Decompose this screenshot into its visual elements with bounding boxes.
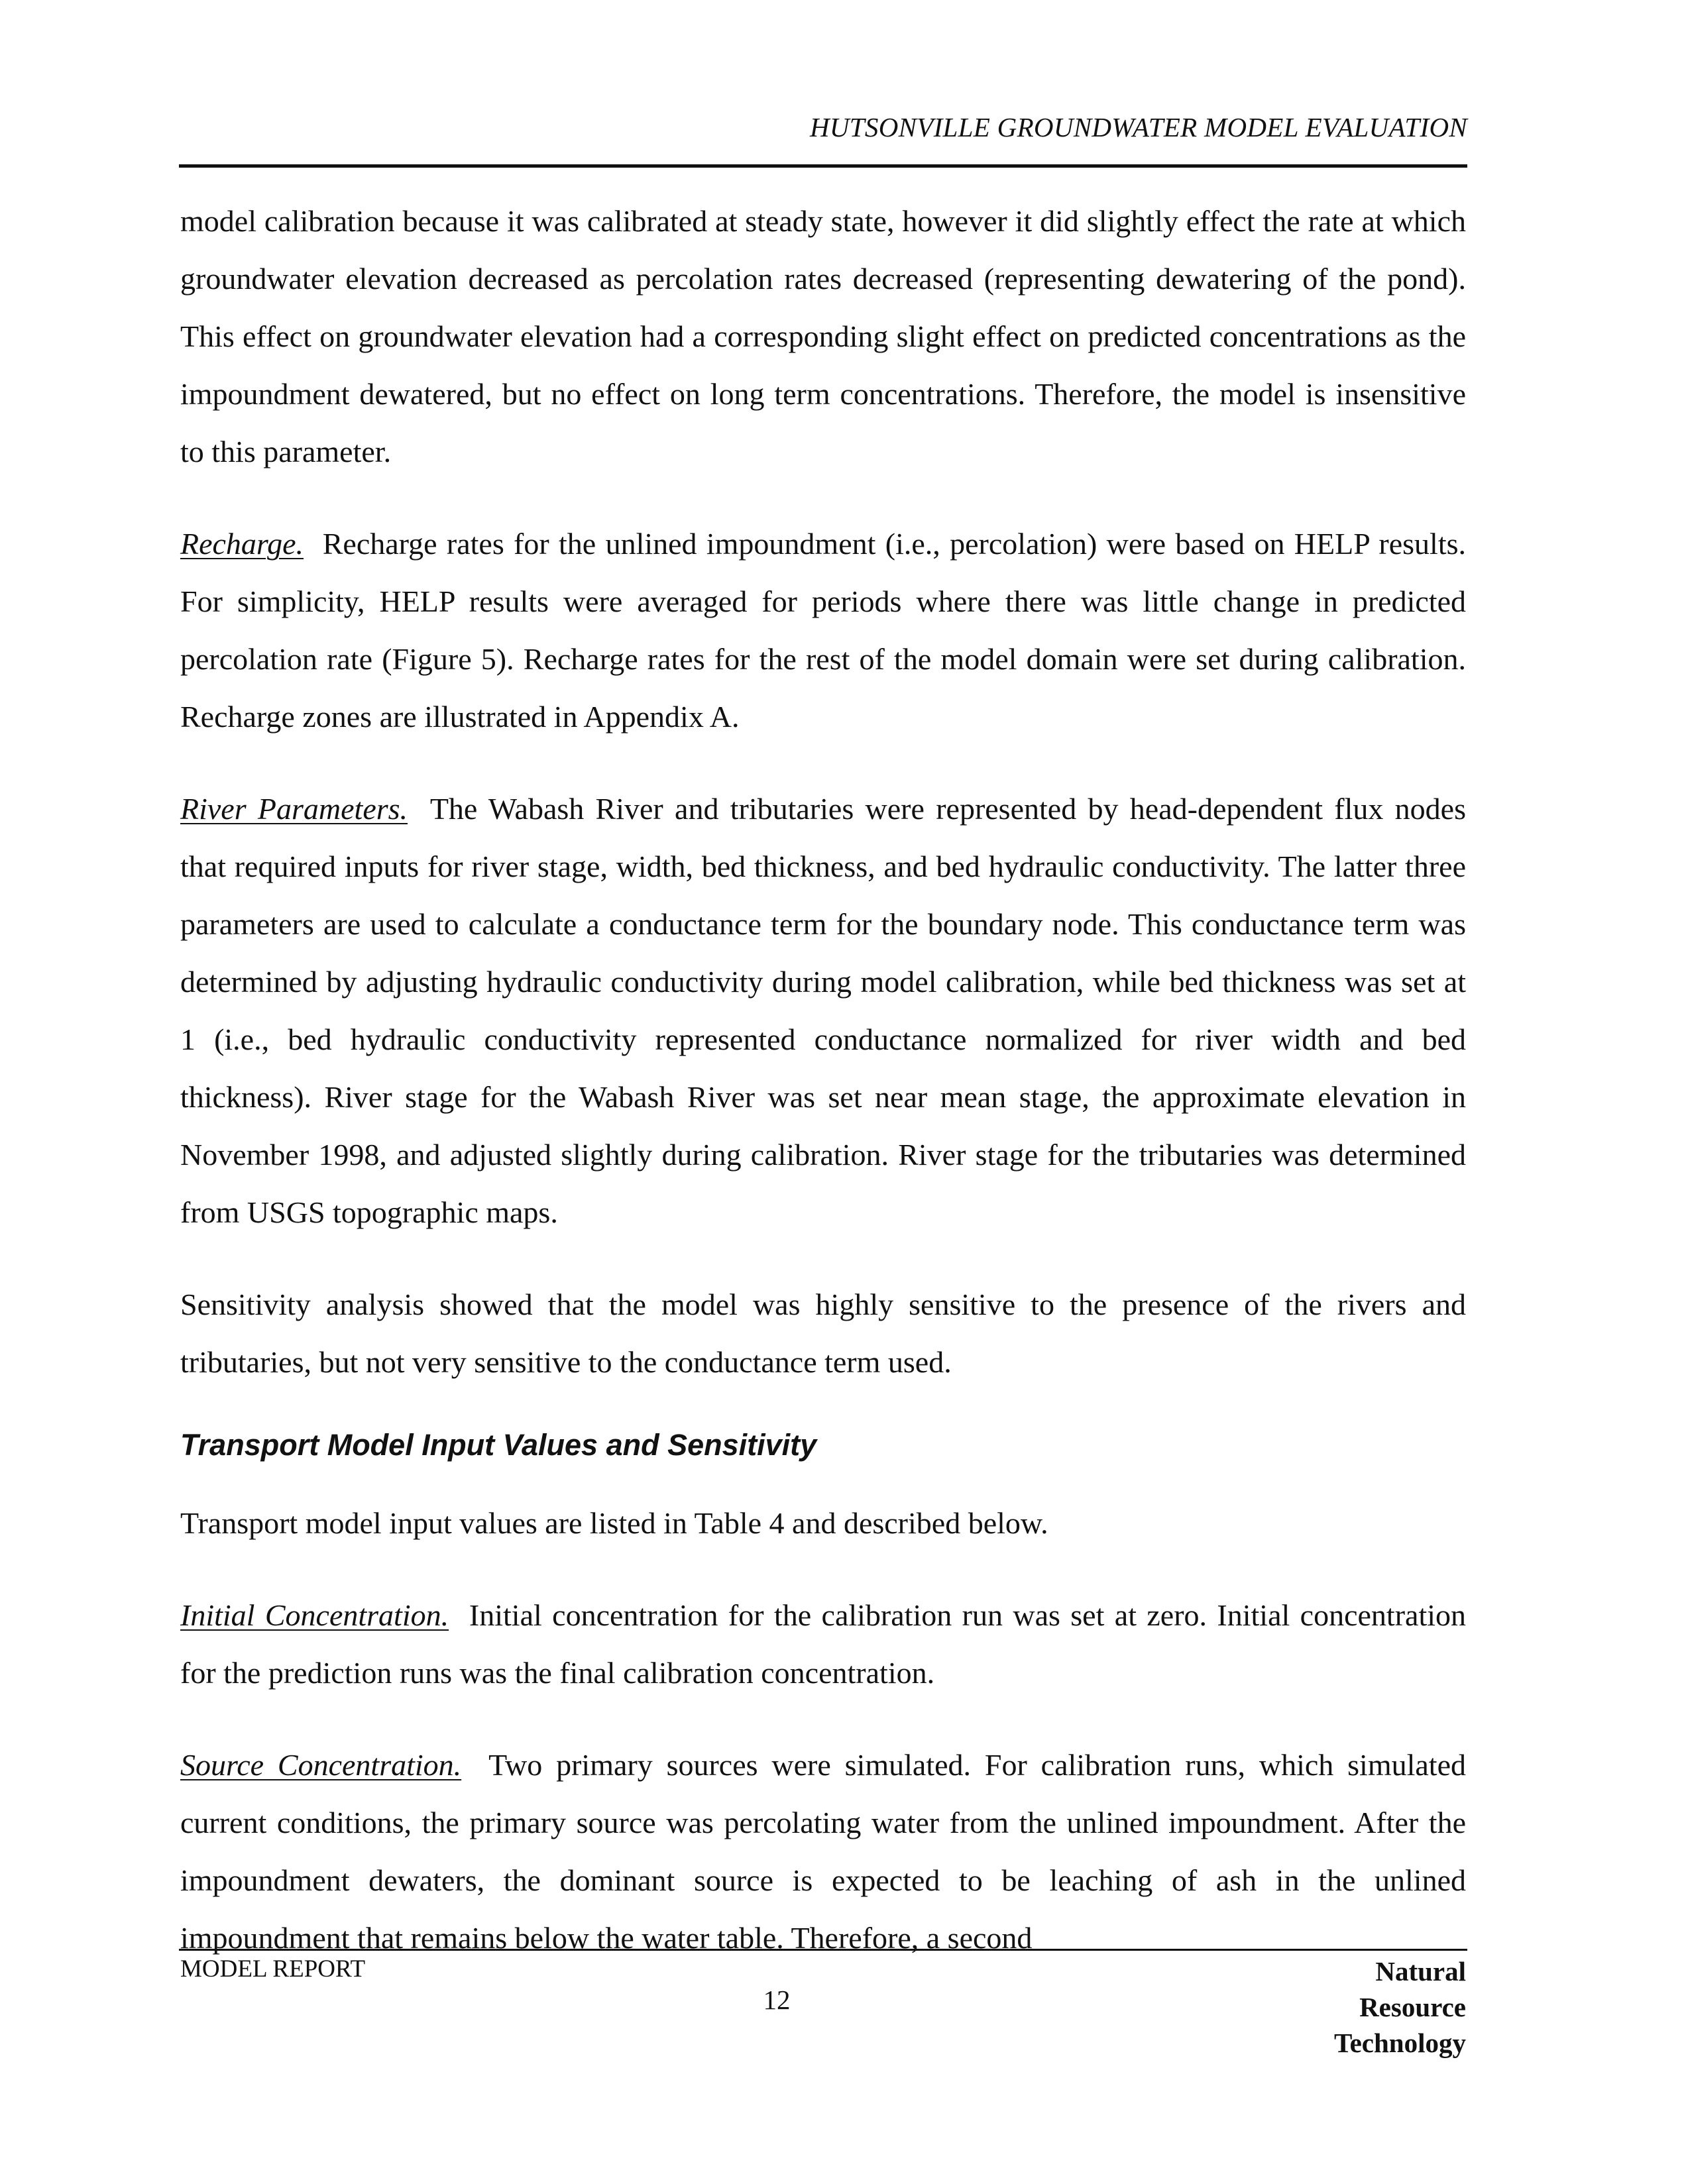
- source-concentration-lead: Source Concentration.: [180, 1748, 462, 1782]
- footer-report-label: MODEL REPORT: [180, 1955, 366, 1983]
- paragraph-source-concentration: [180, 1736, 1466, 1967]
- footer-brand-line-2: Resource: [1359, 1992, 1466, 2022]
- header-rule: [179, 164, 1467, 168]
- section-heading-transport: Transport Model Input Values and Sensitivity: [180, 1428, 817, 1462]
- paragraph-sensitivity: Sensitivity analysis showed that the model was highly sensitive to the presence of the rivers and tributaries, but not very sensitive to the conductance term used.: [180, 1287, 1466, 1379]
- paragraph-recharge: [180, 515, 1466, 745]
- initial-concentration-text: Initial concentration for the calibration run was set at zero. Initial concentration for the prediction runs was the final calibration concentration.: [180, 1598, 1467, 1690]
- page-number: 12: [763, 1985, 791, 2015]
- recharge-text: Recharge rates for the unlined impoundment (i.e., percolation) were based on HELP results. For simplicity, HELP results were averaged for periods where there was little change in predicted percolation rate (Figure 5). Recharge rates for the rest of the model domain were set during calibration. Recharge zones are illustrated in Appendix A.: [180, 527, 1467, 734]
- footer-rule: [179, 1949, 1467, 1951]
- page-body: [180, 192, 1466, 2001]
- paragraph-river-parameters: [180, 780, 1466, 1241]
- paragraph-initial-concentration: [180, 1586, 1466, 1702]
- initial-concentration-lead: Initial Concentration.: [180, 1598, 449, 1632]
- footer-brand-line-3: Technology: [1334, 2028, 1466, 2058]
- footer-brand-line-1: Natural: [1375, 1956, 1466, 1987]
- river-parameters-lead: River Parameters.: [180, 792, 408, 826]
- footer-brand: [1334, 1953, 1466, 2061]
- source-concentration-text: Two primary sources were simulated. For calibration runs, which simulated current conditions, the primary source was percolating water from the unlined impoundment. After the impoundment dewaters, the dominant source is expected to be leaching of ash in the unlined impoundment that remains below the water table. Therefore, a second: [180, 1748, 1466, 1955]
- recharge-lead: Recharge.: [180, 527, 304, 561]
- paragraph-calibration: model calibration because it was calibrated at steady state, however it did slightly effect the rate at which groundwater elevation decreased as percolation rates decreased (representing dewatering of the pond). This effect on groundwater elevation had a corresponding slight effect on predicted concentrations as the impoundment dewatered, but no effect on long term concentrations. Therefore, the model is insensitive to this parameter.: [180, 204, 1466, 468]
- river-parameters-text: The Wabash River and tributaries were represented by head-dependent flux nodes that required inputs for river stage, width, bed thickness, and bed hydraulic conductivity. The latter three parameters are used to calculate a conductance term for the boundary node. This conductance term was determined by adjusting hydraulic conductivity during model calibration, while bed thickness was set at 1 (i.e., bed hydraulic conductivity represented conductance normalized for river width and bed thickness). River stage for the Wabash River was set near mean stage, the approximate elevation in November 1998, and adjusted slightly during calibration. River stage for the tributaries was determined from USGS topographic maps.: [180, 792, 1466, 1229]
- paragraph-transport-intro: Transport model input values are listed in Table 4 and described below.: [180, 1506, 1048, 1540]
- running-header: HUTSONVILLE GROUNDWATER MODEL EVALUATION: [809, 112, 1467, 142]
